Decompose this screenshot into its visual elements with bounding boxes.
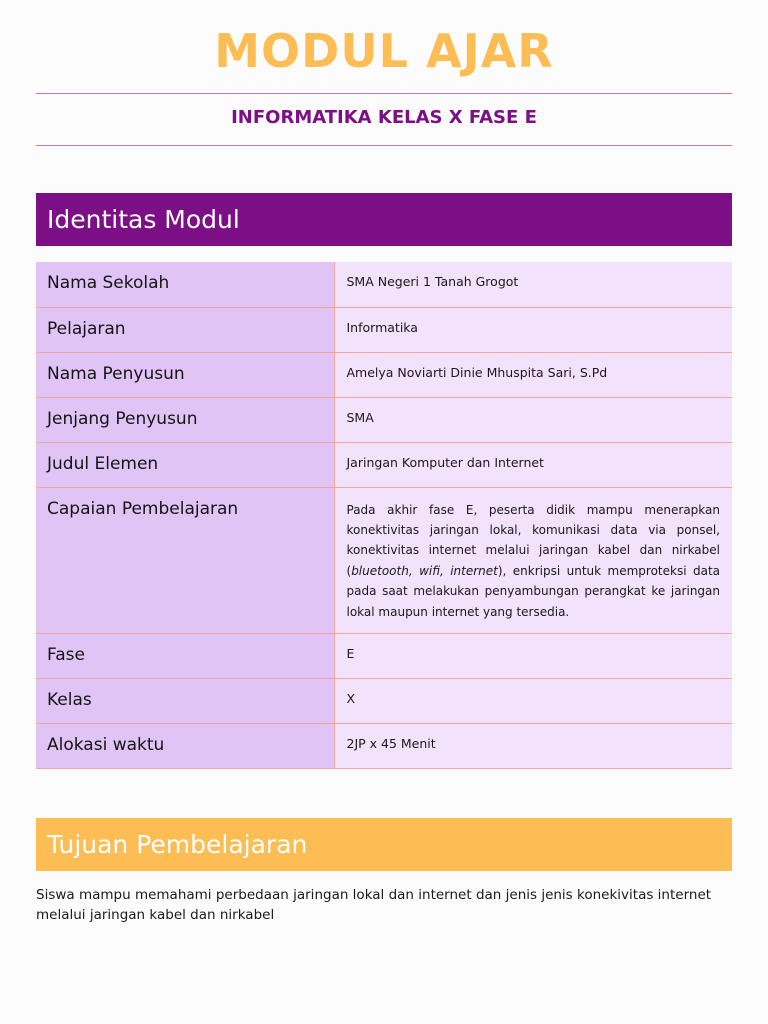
table-row — [36, 397, 732, 442]
subtitle-divider — [36, 145, 732, 146]
row-label: Fase — [36, 633, 334, 678]
row-label: Nama Penyusun — [36, 352, 334, 397]
row-label: Pelajaran — [36, 307, 334, 352]
row-value: Amelya Noviarti Dinie Mhuspita Sari, S.Pd — [334, 352, 732, 397]
tujuan-pembelajaran-heading: Tujuan Pembelajaran — [36, 818, 732, 871]
table-row — [36, 633, 732, 678]
row-label: Alokasi waktu — [36, 723, 334, 768]
capaian-text — [347, 500, 721, 622]
table-row — [36, 678, 732, 723]
row-label: Nama Sekolah — [36, 262, 334, 307]
table-row — [36, 352, 732, 397]
row-label: Jenjang Penyusun — [36, 397, 334, 442]
row-value: Informatika — [334, 307, 732, 352]
capaian-value — [334, 487, 732, 633]
table-row — [36, 442, 732, 487]
row-value: SMA Negeri 1 Tanah Grogot — [334, 262, 732, 307]
table-row-capaian — [36, 487, 732, 633]
row-label: Capaian Pembelajaran — [36, 487, 334, 633]
row-value: X — [334, 678, 732, 723]
table-row — [36, 262, 732, 307]
capaian-text-part2: ), enkripsi untuk memproteksi data pada saat melakukan penyambungan perangkat ke jaringan lokal maupun internet yang tersedia. — [346, 563, 720, 619]
table-row — [36, 307, 732, 352]
identitas-table — [36, 262, 732, 769]
row-value: Jaringan Komputer dan Internet — [334, 442, 732, 487]
row-value: SMA — [334, 397, 732, 442]
row-label: Kelas — [36, 678, 334, 723]
table-row — [36, 723, 732, 768]
capaian-text-part1: Pada akhir fase E, peserta didik mampu menerapkan konektivitas jaringan lokal, komunikasi data via ponsel, konektivitas internet melalui jaringan kabel dan nirkabel ( — [346, 502, 720, 578]
capaian-text-italic: bluetooth, wifi, internet — [351, 563, 498, 578]
row-label: Judul Elemen — [36, 442, 334, 487]
top-divider — [36, 93, 732, 94]
identitas-modul-heading: Identitas Modul — [36, 193, 732, 246]
row-value: E — [334, 633, 732, 678]
document-title: MODUL AJAR — [214, 24, 554, 78]
document-subtitle: INFORMATIKA KELAS X FASE E — [231, 107, 537, 128]
row-value: 2JP x 45 Menit — [334, 723, 732, 768]
tujuan-text: Siswa mampu memahami perbedaan jaringan lokal dan internet dan jenis jenis konekivitas internet melalui jaringan kabel dan nirkabel — [36, 887, 712, 923]
